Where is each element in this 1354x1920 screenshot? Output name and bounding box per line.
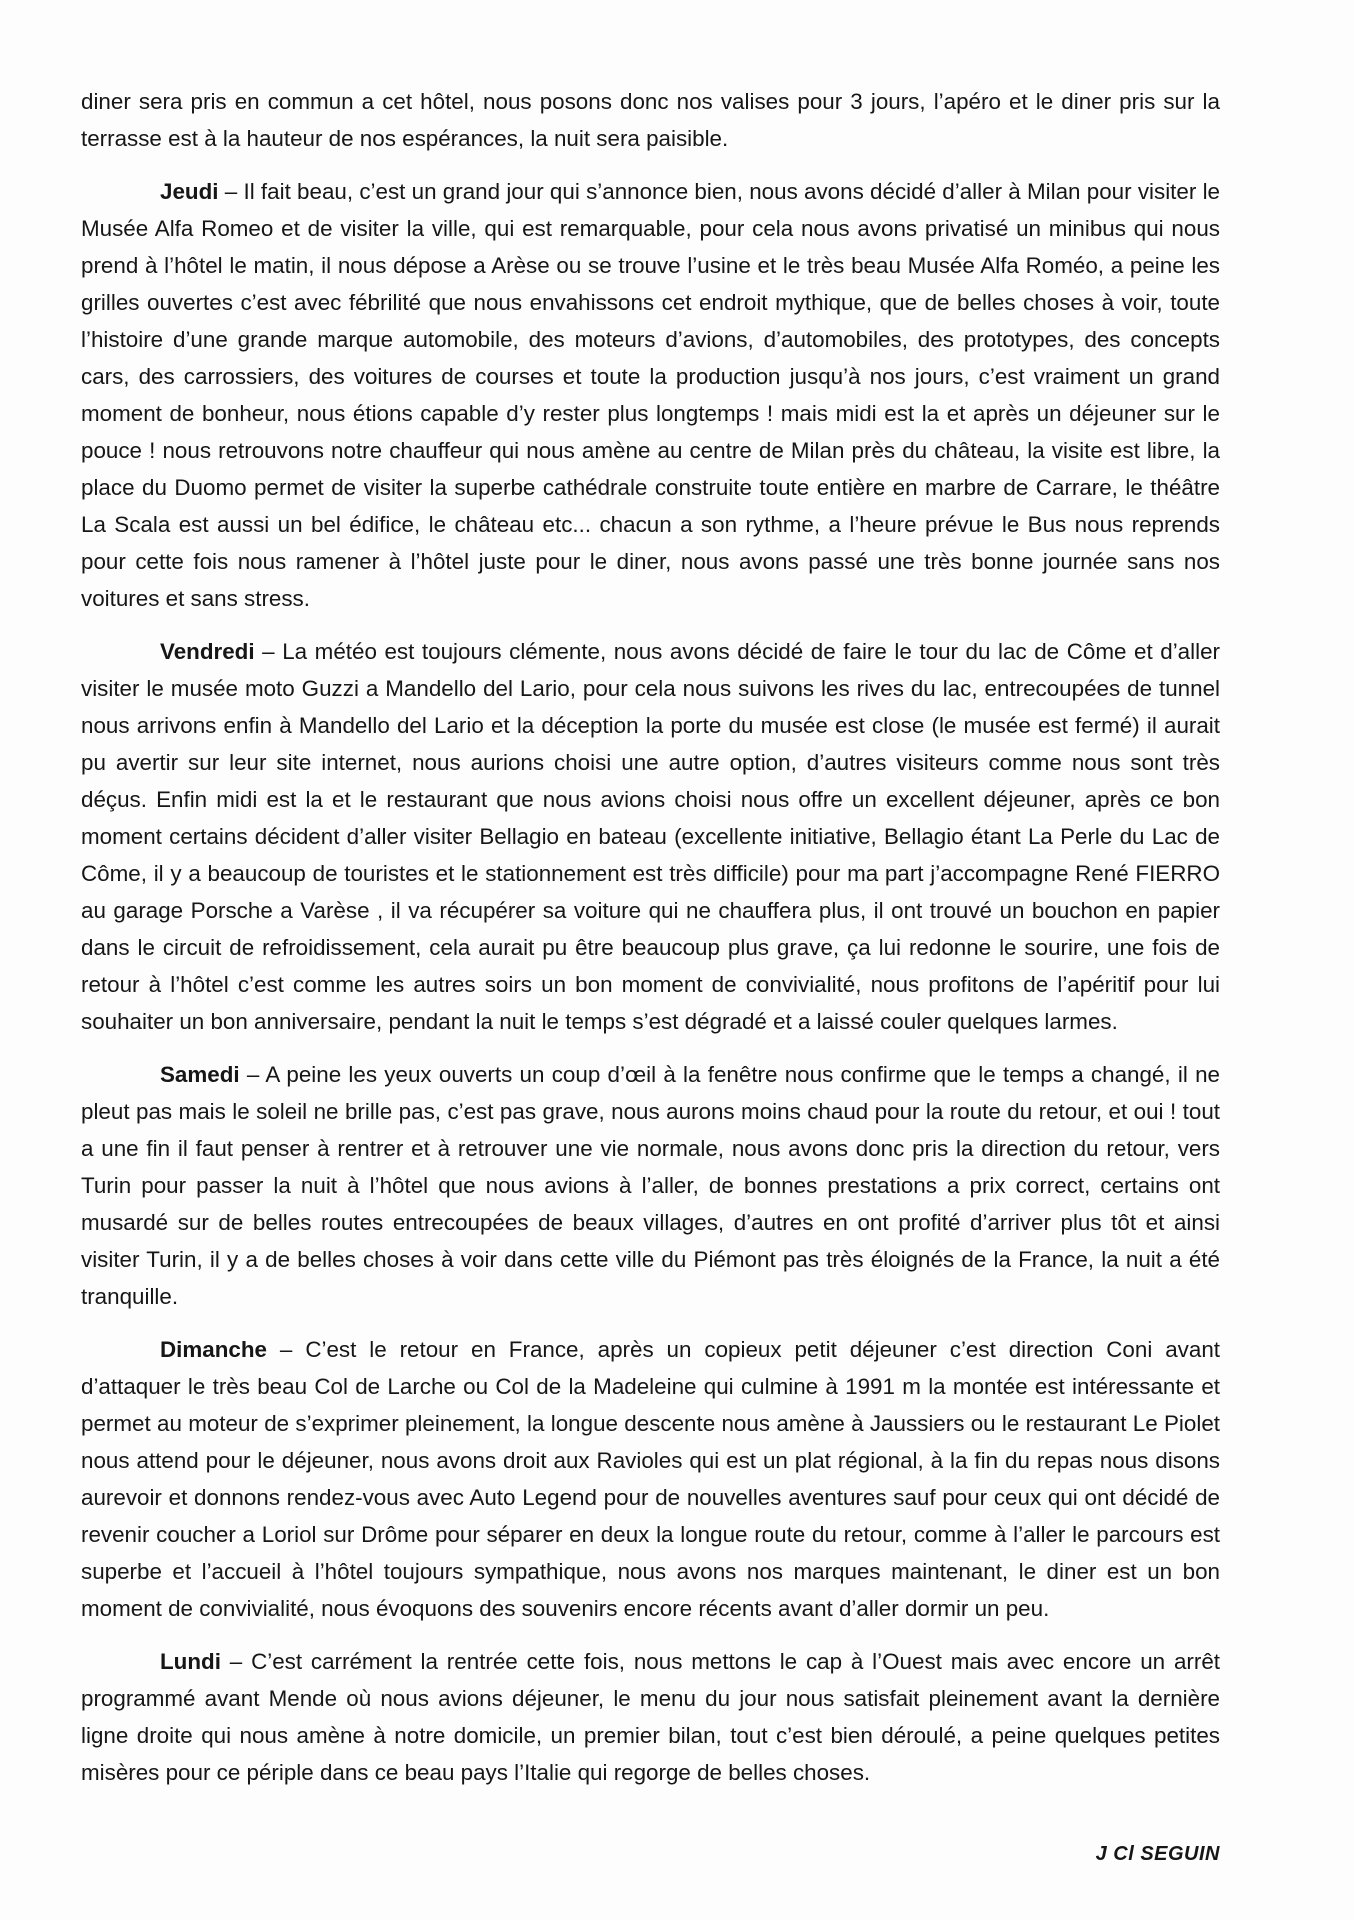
day-paragraph-dimanche [81, 1331, 1220, 1627]
day-text: A peine les yeux ouverts un coup d’œil à la fenêtre nous confirme que le temps a changé, il ne pleut pas mais le soleil ne brille pas, c’est pas grave, nous aurons moins chaud pour la route du retour, et oui ! tout a une fin il faut penser à rentrer et à retrouver une vie normale, nous avons donc pris la direction du retour, vers Turin pour passer la nuit à l’hôtel que nous avions à l’aller, de bonnes prestations a prix correct, certains ont musardé sur de belles routes entrecoupées de beaux villages, d’autres en ont profité d’arriver plus tôt et ainsi visiter Turin, il y a de belles choses à voir dans cette ville du Piémont pas très éloignés de la France, la nuit a été tranquille. [81, 1062, 1220, 1309]
day-text: C’est le retour en France, après un copieux petit déjeuner c’est direction Coni avant d’attaquer le très beau Col de Larche ou Col de la Madeleine qui culmine à 1991 m la montée est intéressante et permet au moteur de s’exprimer pleinement, la longue descente nous amène à Jaussiers ou le restaurant Le Piolet nous attend pour le déjeuner, nous avons droit aux Ravioles qui est un plat régional, à la fin du repas nous disons aurevoir et donnons rendez-vous avec Auto Legend pour de nouvelles aventures sauf pour ceux qui ont décidé de revenir coucher a Loriol sur Drôme pour séparer en deux la longue route du retour, comme à l’aller le parcours est superbe et l’accueil à l’hôtel toujours sympathique, nous avons nos marques maintenant, le diner est un bon moment de convivialité, nous évoquons des souvenirs encore récents avant d’aller dormir un peu. [81, 1337, 1220, 1621]
dash: – [254, 639, 283, 664]
day-heading: Samedi [160, 1062, 240, 1087]
day-text: C’est carrément la rentrée cette fois, nous mettons le cap à l’Ouest mais avec encore un arrêt programmé avant Mende où nous avions déjeuner, le menu du jour nous satisfait pleinement avant la dernière ligne droite qui nous amène à notre domicile, un premier bilan, tout c’est bien déroulé, a peine quelques petites misères pour ce périple dans ce beau pays l’Italie qui regorge de belles choses. [81, 1649, 1220, 1785]
day-paragraph-jeudi [81, 173, 1220, 617]
day-paragraph-vendredi [81, 633, 1220, 1040]
day-text: Il fait beau, c’est un grand jour qui s’annonce bien, nous avons décidé d’aller à Milan pour visiter le Musée Alfa Romeo et de visiter la ville, qui est remarquable, pour cela nous avons privatisé un minibus qui nous prend à l’hôtel le matin, il nous dépose a Arèse ou se trouve l’usine et le très beau Musée Alfa Roméo, a peine les grilles ouvertes c’est avec fébrilité que nous envahissons cet endroit mythique, que de belles choses à voir, toute l’histoire d’une grande marque automobile, des moteurs d’avions, d’automobiles, des prototypes, des concepts cars, des carrossiers, des voitures de courses et toute la production jusqu’à nos jours, c’est vraiment un grand moment de bonheur, nous étions capable d’y rester plus longtemps ! mais midi est la et après un déjeuner sur le pouce ! nous retrouvons notre chauffeur qui nous amène au centre de Milan près du château, la visite est libre, la place du Duomo permet de visiter la superbe cathédrale construite toute entière en marbre de Carrare, le théâtre La Scala est aussi un bel édifice, le château etc... chacun a son rythme, a l’heure prévue le Bus nous reprends pour cette fois nous ramener à l’hôtel juste pour le diner, nous avons passé une très bonne journée sans nos voitures et sans stress. [81, 179, 1220, 611]
day-paragraph-samedi [81, 1056, 1220, 1315]
author-signature: J Cl SEGUIN [1095, 1843, 1220, 1865]
day-heading: Vendredi [160, 639, 255, 664]
dash: – [220, 1649, 252, 1674]
day-paragraph-lundi [81, 1643, 1220, 1791]
intro-paragraph: diner sera pris en commun a cet hôtel, nous posons donc nos valises pour 3 jours, l’apéro et le diner pris sur la terrasse est à la hauteur de nos espérances, la nuit sera paisible. [81, 89, 1220, 151]
day-heading: Jeudi [160, 179, 219, 204]
dash: – [267, 1337, 306, 1362]
day-text: La météo est toujours clémente, nous avons décidé de faire le tour du lac de Côme et d’aller visiter le musée moto Guzzi a Mandello del Lario, pour cela nous suivons les rives du lac, entrecoupées de tunnel nous arrivons enfin à Mandello del Lario et la déception la porte du musée est close (le musée est fermé) il aurait pu avertir sur leur site internet, nous aurions choisi une autre option, d’autres visiteurs comme nous sont très déçus. Enfin midi est la et le restaurant que nous avions choisi nous offre un excellent déjeuner, après ce bon moment certains décident d’aller visiter Bellagio en bateau (excellente initiative, Bellagio étant La Perle du Lac de Côme, il y a beaucoup de touristes et le stationnement est très difficile) pour ma part j’accompagne René FIERRO au garage Porsche a Varèse , il va récupérer sa voiture qui ne chauffera plus, il ont trouvé un bouchon en papier dans le circuit de refroidissement, cela aurait pu être beaucoup plus grave, ça lui redonne le sourire, une fois de retour à l’hôtel c’est comme les autres soirs un bon moment de convivialité, nous profitons de l’apéritif pour lui souhaiter un bon anniversaire, pendant la nuit le temps s’est dégradé et a laissé couler quelques larmes. [81, 639, 1220, 1034]
dash: – [218, 179, 244, 204]
dash: – [239, 1062, 266, 1087]
day-heading: Dimanche [160, 1337, 268, 1362]
day-heading: Lundi [160, 1649, 221, 1674]
